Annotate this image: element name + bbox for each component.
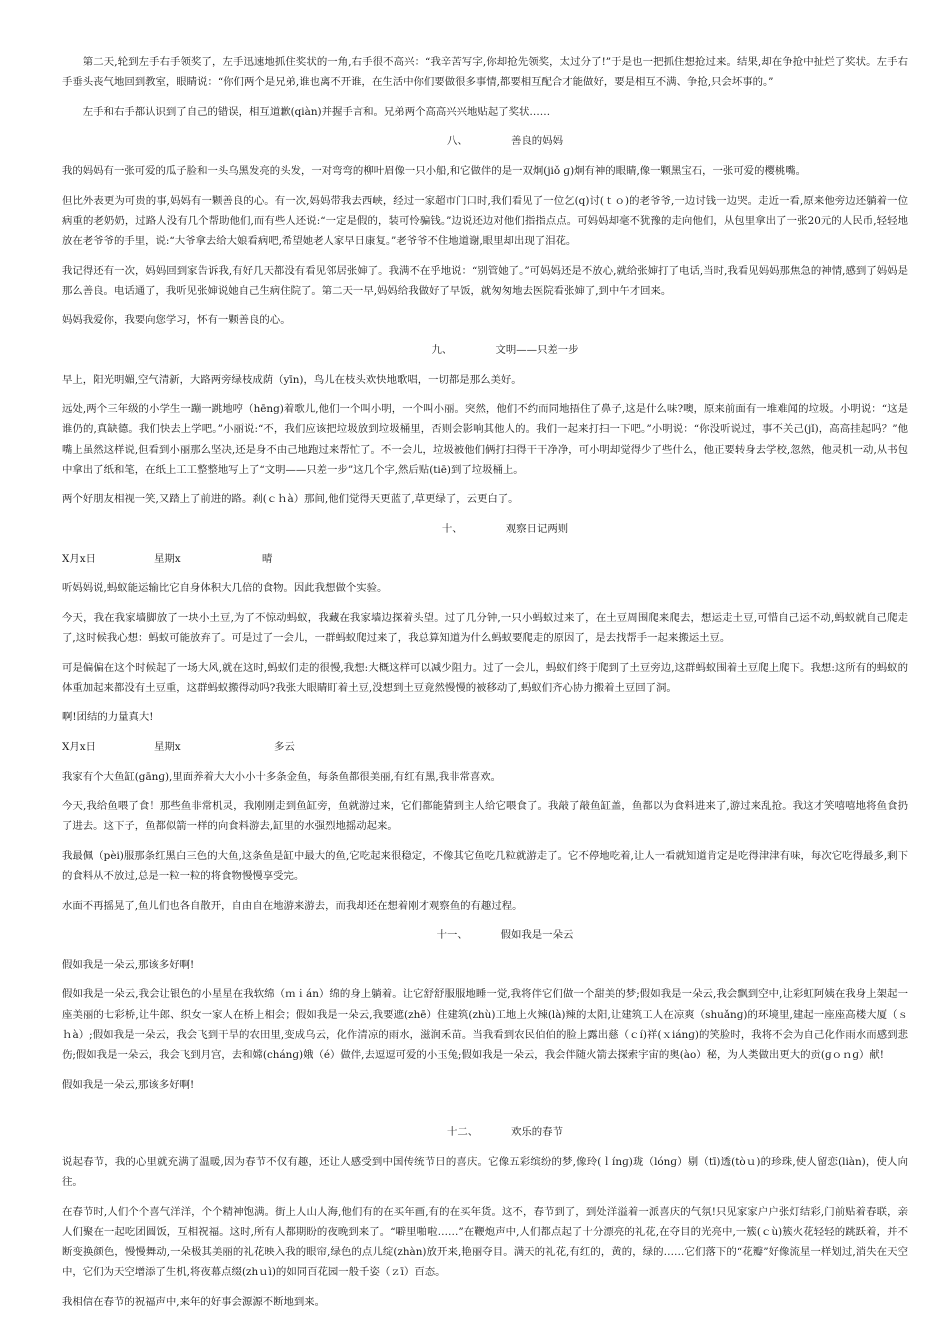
diary-header [62,549,908,569]
paragraph: 可是偏偏在这个时候起了一场大风,就在这时,蚂蚁们走的很慢,我想:大概这样可以减少阻力。过了一会儿，蚂蚁们终于爬到了土豆旁边,这群蚂蚁围着土豆爬上爬下。我想:这所有的蚂蚁的体重加起来都没有土豆重，这群蚂蚁搬得动吗?我张大眼睛盯着土豆,没想到土豆竟然慢慢的被移动了,蚂蚁们齐心协力搬着土豆回了洞。 [62,661,908,694]
paragraph: 远处,两个三年级的小学生一蹦一跳地哼（hēng)着歌儿,他们一个叫小明，一个叫小丽。突然，他们不约而同地捂住了鼻子,这是什么味?噢，原来前面有一堆难闻的垃圾。小明说：“这是谁仍的,真缺德。我们快去上学吧。”小丽说:“不，我们应该把垃圾放到垃圾桶里，否则会影响其他人的。我们一起来打扫一下吧。”小明说：“你没听说过，事不关己(jǐ)，高高挂起吗？”他嘴上虽然这样说,但看到小丽那么坚决,还是身不由己地跑过来帮忙了。不一会儿，垃圾被他们俩打扫得干干净净，可小明却觉得少了些什么，他正要转身去学校,忽然，他灵机一动,从书包中拿出了纸和笔，在纸上工工整整地写上了“文明——只差一步”这几个字,然后贴(tiē)到了垃圾桶上。 [62,403,908,476]
paragraph: 妈妈我爱你，我要向您学习，怀有一颗善良的心。 [62,314,291,327]
diary-weather: 晴 [262,552,273,565]
section-title: 假如我是一朵云 [500,929,574,942]
diary-weather: 多云 [274,740,295,753]
paragraph: 但比外表更为可贵的事,妈妈有一颗善良的心。有一次,妈妈带我去西峡，经过一家超市门口时,我们看见了一位乞(q)讨(ｔｏ)的老爷爷,一边讨钱一边哭。走近一看,原来他旁边还躺着一位病重的老奶奶，过路人没有几个帮助他们,而有些人还说:“一定是假的，装可怜骗钱。”边说还边对他们指指点点。可妈妈却毫不犹豫的走向他们，从包里拿出了一张20元的人民币,轻轻地放在老爷爷的手里，说:“大爷拿去给大娘看病吧,希望她老人家早日康复。”老爷爷不住地道谢,眼里却出现了泪花。 [62,194,908,247]
section-title: 欢乐的春节 [511,1126,563,1139]
paragraph: 假如我是一朵云,我会让银色的小星星在我软绵（ｍｉán）绵的身上躺着。让它舒舒服服地睡一觉,我将伴它们做一个甜美的梦;假如我是一朵云,我会飘到空中,让彩虹阿姨在我身上架起一座美丽的七彩桥,让牛郎、织女一家人在桥上相会；假如我是一朵云,我要遮(zhē）住建筑(zhù)工地上火辣(là)辣的太阳,让建筑工人在凉爽（shuǎnɡ)的环境里,建起一座座高楼大厦（ｓｈà）;假如我是一朵云，我会飞到干旱的农田里,变成乌云，化作清凉的雨水，滋润禾苗。当我看到农民伯伯的脸上露出慈（ｃí)祥(ｘiánɡ)的笑脸时，我将不会为自己化作雨水而感到悲伤;假如我是一朵云，我会飞到月宫，去和嫦(chánɡ)娥（é）做伴,去逗逗可爱的小玉兔;假如我是一朵云，我会伴随火箭去探索宇宙的奥(ào）秘，为人类做出更大的贡(ɡｏｎɡ）献! [62,988,908,1062]
paragraph: 我相信在春节的祝福声中,来年的好事会源源不断地到来。 [62,1295,326,1308]
diary-date: X月x日 [62,740,97,753]
section-number: 十一、 [436,929,468,942]
paragraph: 听妈妈说,蚂蚁能运输比它自身体积大几倍的食物。因此我想做个实验。 [62,582,388,595]
section-number: 十二、 [447,1126,479,1139]
section-heading [62,925,908,945]
section-number: 十、 [441,522,463,535]
section-heading [62,340,908,360]
paragraph: 左手和右手都认识到了自己的错误，相互道歉(qiàn)并握手言和。兄弟两个高高兴兴地贴起了奖状…… [82,105,551,118]
section-heading [62,519,908,539]
paragraph: 两个好朋友相视一笑,又踏上了前进的路。刹(ｃｈà）那间,他们觉得天更蓝了,草更绿了，云更白了。 [62,493,519,506]
diary-weekday: 星期x [154,552,181,565]
paragraph: 早上，阳光明媚,空气清新，大路两旁绿枝成荫（yīn)，鸟儿在枝头欢快地歌唱，一切都是那么美好。 [62,373,522,386]
paragraph: 假如我是一朵云,那该多好啊! [62,958,195,971]
diary-date: X月x日 [62,552,97,565]
paragraph: 我的妈妈有一张可爱的瓜子脸和一头乌黑发亮的头发，一对弯弯的柳叶眉像一只小船,和它做伴的是一双炯(jiǒ ɡ)炯有神的眼睛,像一颗黑宝石，一张可爱的樱桃嘴。 [62,164,807,177]
paragraph: 在春节时,人们个个喜气洋洋，个个精神饱满。街上人山人海,他们有的在买年画,有的在买年货。这不，春节到了，到处洋溢着一派喜庆的气氛!只见家家户户张灯结彩,门前贴着春联，亲人们聚在一起吃团圆饭，互相祝福。这时,所有人都期盼的夜晚到来了。“噼里啪啦……”在鞭炮声中,人们都点起了十分漂亮的礼花,在夺目的光亮中,一簇(ｃù)簇火花轻轻的跳跃着，并不断变换颜色，慢慢舞动,一朵极其美丽的礼花映入我的眼帘,绿色的点儿绽(zhàn)放开来,艳丽夺目。满天的礼花,有红的，黄的，绿的……它们落下的“花瓣”好像流星一样划过,消失在天空中，它们为天空增添了生机,将夜幕点缀(zhｕì)的如同百花园一般千姿（ｚī）百态。 [62,1205,908,1279]
paragraph: 我家有个大鱼缸(gānɡ),里面养着大大小小十多条金鱼，每条鱼都很美丽,有红有黑,我非常喜欢。 [62,770,502,783]
diary-weekday: 星期x [154,740,181,753]
paragraph: 说起春节，我的心里就充满了温暖,因为春节不仅有趣，还让人感受到中国传统节日的喜庆。它像五彩缤纷的梦,像玲(ｌínɡ)珑（lónɡ）剔（tī)透(tòｕ)的珍珠,使人留恋(liàn)，使人向往。 [62,1155,908,1189]
paragraph: 我记得还有一次，妈妈回到家告诉我,有好几天都没有看见邻居张婶了。我满不在乎地说：“别管她了。”可妈妈还是不放心,就给张婶打了电话,当时,我看见妈妈那焦急的神情,感到了妈妈是那么善良。电话通了，我听见张婶说她自己生病住院了。第二天一早,妈妈给我做好了早饭，就匆匆地去医院看张婶了,到中午才回来。 [62,264,908,297]
section-number: 九、 [431,343,453,356]
section-heading [62,1122,908,1142]
paragraph: 今天,我给鱼喂了食！那些鱼非常机灵，我刚刚走到鱼缸旁，鱼就游过来，它们都能猜到主人给它喂食了。我敲了敲鱼缸盖，鱼都以为食料进来了,游过来乱抢。我这才笑嘻嘻地将鱼食扔了进去。这下子，鱼都似箭一样的向食料游去,缸里的水强烈地摇动起来。 [62,800,908,833]
paragraph: 啊!团结的力量真大! [62,711,154,724]
paragraph: 假如我是一朵云,那该多好啊! [62,1078,195,1091]
document-page [62,52,908,1321]
section-number: 八、 [447,135,468,148]
paragraph: 第二天,轮到左手右手领奖了，左手迅速地抓住奖状的一角,右手很不高兴：“我辛苦写字,你却抢先领奖，太过分了!”于是也一把抓住想抢过来。结果,却在争抢中扯烂了奖状。左手右手垂头丧气地回到教室，眼睛说：“你们两个是兄弟,谁也离不开谁，在生活中你们要做很多事情,都要相互配合才能做好，要是相互不满、争抢,只会坏事的。” [62,56,908,89]
section-heading [62,131,908,151]
diary-header [62,737,908,757]
paragraph: 我最佩（pèi)服那条红黑白三色的大鱼,这条鱼是缸中最大的鱼,它吃起来很稳定，不像其它鱼吃几粒就游走了。它不停地吃着,让人一看就知道肯定是吃得津津有味，每次它吃得最多,剩下的食料从不放过,总是一粒一粒的将食物慢慢享受完。 [62,849,908,883]
section-title: 文明——只差一步 [495,343,579,356]
paragraph: 水面不再摇晃了,鱼儿们也各自散开，自由自在地游来游去，而我却还在想着刚才观察鱼的有趣过程。 [62,899,523,912]
section-title: 善良的妈妈 [511,135,563,148]
section-title: 观察日记两则 [505,522,569,535]
paragraph: 今天，我在我家墙脚放了一块小土豆,为了不惊动蚂蚁，我藏在我家墙边探着头望。过了几分钟,一只小蚂蚁过来了，在土豆周围爬来爬去，想运走土豆,可惜自己运不动,蚂蚁就自己爬走了,这时候我心想：蚂蚁可能放弃了。可是过了一会儿，一群蚂蚁爬过来了，我总算知道为什么蚂蚁要爬走的原因了，是去找帮手一起来搬运土豆。 [62,611,908,644]
spacer [62,1104,908,1122]
